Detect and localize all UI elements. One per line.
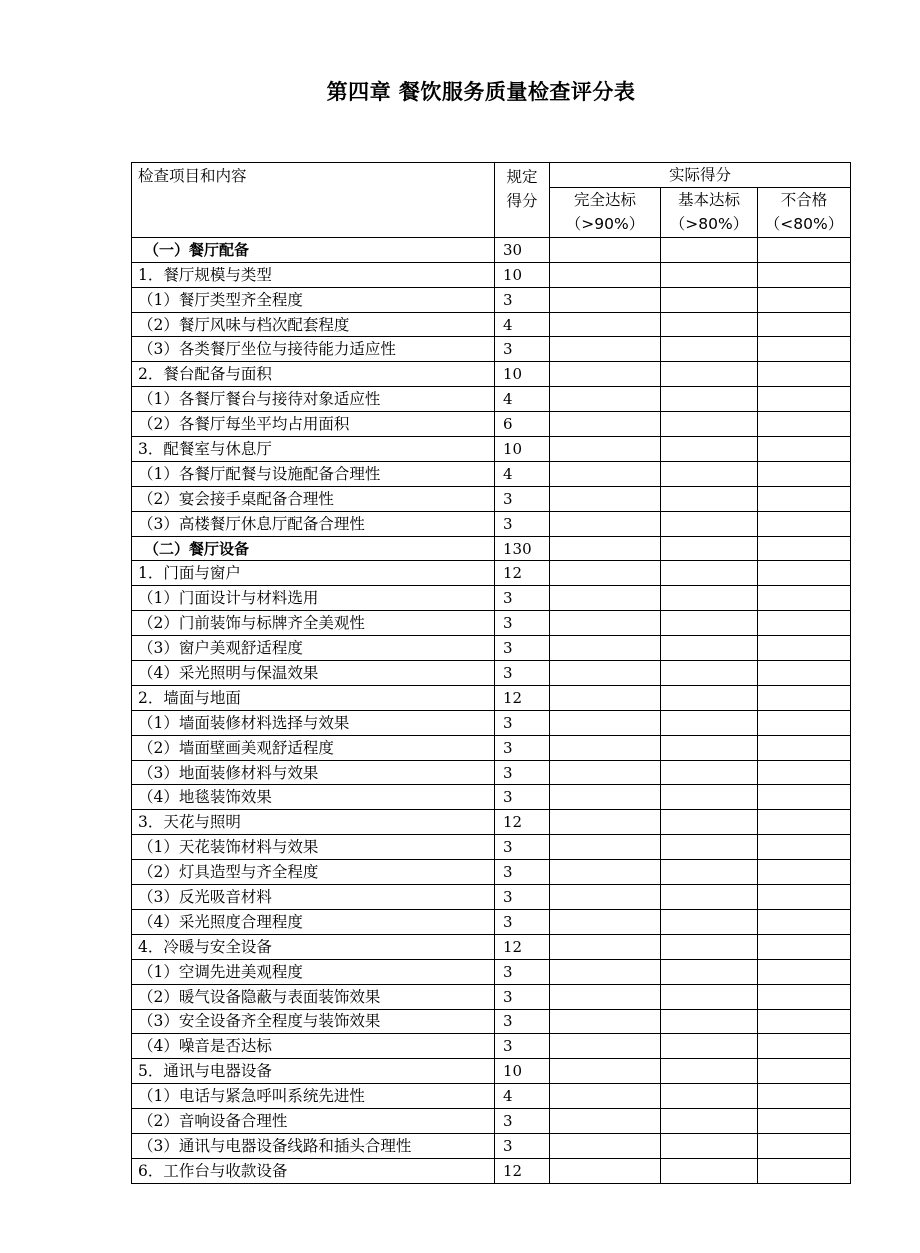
- row-actual-full: [550, 611, 661, 636]
- row-actual-basic: [661, 362, 758, 387]
- row-item: （2）宴会接手桌配备合理性: [132, 486, 495, 511]
- row-actual-basic: [661, 909, 758, 934]
- row-actual-full: [550, 959, 661, 984]
- table-row: [132, 536, 851, 561]
- table-row: [132, 1084, 851, 1109]
- row-actual-fail: [758, 909, 851, 934]
- row-actual-fail: [758, 1109, 851, 1134]
- row-actual-basic: [661, 312, 758, 337]
- row-actual-full: [550, 1034, 661, 1059]
- row-item: （4）采光照明与保温效果: [132, 661, 495, 686]
- row-score: 4: [495, 461, 550, 486]
- row-actual-fail: [758, 1059, 851, 1084]
- header-item: 检查项目和内容: [132, 163, 495, 238]
- row-score: 10: [495, 362, 550, 387]
- row-actual-full: [550, 810, 661, 835]
- row-actual-full: [550, 237, 661, 262]
- row-score: 3: [495, 760, 550, 785]
- row-actual-basic: [661, 437, 758, 462]
- row-actual-full: [550, 362, 661, 387]
- row-actual-basic: [661, 536, 758, 561]
- row-item: （3）通讯与电器设备线路和插头合理性: [132, 1133, 495, 1158]
- row-actual-full: [550, 909, 661, 934]
- row-actual-basic: [661, 387, 758, 412]
- row-actual-full: [550, 437, 661, 462]
- row-actual-basic: [661, 412, 758, 437]
- row-actual-fail: [758, 337, 851, 362]
- row-score: 3: [495, 1009, 550, 1034]
- header-fail: [758, 187, 851, 237]
- row-actual-fail: [758, 536, 851, 561]
- header-full-name: 完全达标: [573, 190, 636, 209]
- row-actual-full: [550, 835, 661, 860]
- table-row: [132, 934, 851, 959]
- row-item: （1）空调先进美观程度: [132, 959, 495, 984]
- row-actual-full: [550, 1084, 661, 1109]
- row-score: 3: [495, 735, 550, 760]
- row-actual-basic: [661, 810, 758, 835]
- row-actual-basic: [661, 885, 758, 910]
- row-score: 3: [495, 511, 550, 536]
- header-score-line1: 规定: [506, 168, 538, 186]
- table-row: [132, 885, 851, 910]
- row-actual-full: [550, 536, 661, 561]
- row-actual-fail: [758, 984, 851, 1009]
- table-row: [132, 984, 851, 1009]
- row-item: （1）墙面装修材料选择与效果: [132, 710, 495, 735]
- row-actual-basic: [661, 511, 758, 536]
- row-actual-fail: [758, 835, 851, 860]
- row-actual-fail: [758, 959, 851, 984]
- row-actual-basic: [661, 586, 758, 611]
- row-item: （3）各类餐厅坐位与接待能力适应性: [132, 337, 495, 362]
- row-score: 12: [495, 561, 550, 586]
- row-actual-full: [550, 1158, 661, 1183]
- row-score: 12: [495, 934, 550, 959]
- table-row: [132, 1059, 851, 1084]
- row-item: （二）餐厅设备: [132, 536, 495, 561]
- row-actual-basic: [661, 1084, 758, 1109]
- table-row: [132, 959, 851, 984]
- table-row: [132, 362, 851, 387]
- row-score: 3: [495, 835, 550, 860]
- row-actual-fail: [758, 237, 851, 262]
- row-score: 10: [495, 437, 550, 462]
- row-actual-basic: [661, 461, 758, 486]
- row-score: 3: [495, 909, 550, 934]
- row-actual-basic: [661, 486, 758, 511]
- header-basic-name: 基本达标: [677, 190, 740, 209]
- table-row: [132, 685, 851, 710]
- row-actual-basic: [661, 785, 758, 810]
- header-full-range: （>90%）: [565, 214, 645, 233]
- row-item: 5．通讯与电器设备: [132, 1059, 495, 1084]
- row-actual-fail: [758, 312, 851, 337]
- score-table: [131, 162, 851, 1184]
- row-actual-basic: [661, 735, 758, 760]
- row-actual-full: [550, 984, 661, 1009]
- row-item: （3）地面装修材料与效果: [132, 760, 495, 785]
- header-fail-range: （<80%）: [764, 214, 844, 233]
- table-row: [132, 561, 851, 586]
- table-row: [132, 312, 851, 337]
- row-score: 10: [495, 262, 550, 287]
- table-row: [132, 860, 851, 885]
- row-actual-fail: [758, 885, 851, 910]
- row-actual-basic: [661, 1133, 758, 1158]
- row-actual-basic: [661, 561, 758, 586]
- table-row: [132, 636, 851, 661]
- row-score: 12: [495, 1158, 550, 1183]
- row-score: 3: [495, 661, 550, 686]
- row-actual-fail: [758, 785, 851, 810]
- row-actual-basic: [661, 1158, 758, 1183]
- row-actual-fail: [758, 461, 851, 486]
- row-actual-fail: [758, 387, 851, 412]
- row-actual-basic: [661, 287, 758, 312]
- row-actual-full: [550, 661, 661, 686]
- row-actual-fail: [758, 511, 851, 536]
- row-actual-fail: [758, 810, 851, 835]
- table-row: [132, 1009, 851, 1034]
- row-item: 1．门面与窗户: [132, 561, 495, 586]
- table-row: [132, 611, 851, 636]
- row-actual-full: [550, 735, 661, 760]
- row-score: 3: [495, 984, 550, 1009]
- header-score-line2: 得分: [506, 192, 538, 210]
- row-actual-fail: [758, 860, 851, 885]
- row-actual-fail: [758, 362, 851, 387]
- table-row: [132, 412, 851, 437]
- row-actual-full: [550, 710, 661, 735]
- header-score: [495, 163, 550, 238]
- row-actual-basic: [661, 710, 758, 735]
- row-actual-full: [550, 1059, 661, 1084]
- row-score: 3: [495, 1109, 550, 1134]
- row-item: （3）反光吸音材料: [132, 885, 495, 910]
- row-actual-full: [550, 785, 661, 810]
- row-score: 3: [495, 486, 550, 511]
- table-row: [132, 1133, 851, 1158]
- row-actual-full: [550, 1133, 661, 1158]
- row-actual-fail: [758, 760, 851, 785]
- table-row: [132, 287, 851, 312]
- row-actual-basic: [661, 760, 758, 785]
- row-actual-basic: [661, 636, 758, 661]
- row-actual-full: [550, 337, 661, 362]
- row-actual-fail: [758, 934, 851, 959]
- table-row: [132, 461, 851, 486]
- row-item: 2．墙面与地面: [132, 685, 495, 710]
- page-title: 第四章 餐饮服务质量检查评分表: [326, 80, 636, 104]
- row-actual-full: [550, 312, 661, 337]
- row-score: 6: [495, 412, 550, 437]
- row-actual-fail: [758, 710, 851, 735]
- row-actual-fail: [758, 1009, 851, 1034]
- row-actual-full: [550, 885, 661, 910]
- table-row: [132, 237, 851, 262]
- header-fail-name: 不合格: [780, 190, 828, 209]
- table-row: [132, 511, 851, 536]
- row-actual-basic: [661, 959, 758, 984]
- row-score: 10: [495, 1059, 550, 1084]
- row-actual-fail: [758, 611, 851, 636]
- row-item: 1．餐厅规模与类型: [132, 262, 495, 287]
- row-actual-fail: [758, 486, 851, 511]
- row-item: （2）餐厅风味与档次配套程度: [132, 312, 495, 337]
- row-item: 4．冷暖与安全设备: [132, 934, 495, 959]
- row-actual-fail: [758, 1084, 851, 1109]
- row-actual-basic: [661, 685, 758, 710]
- row-item: （1）门面设计与材料选用: [132, 586, 495, 611]
- table-row: [132, 835, 851, 860]
- header-basic: [661, 187, 758, 237]
- row-score: 3: [495, 337, 550, 362]
- row-actual-full: [550, 387, 661, 412]
- table-row: [132, 437, 851, 462]
- row-item: （2）灯具造型与齐全程度: [132, 860, 495, 885]
- row-item: （2）音响设备合理性: [132, 1109, 495, 1134]
- row-actual-full: [550, 860, 661, 885]
- row-actual-basic: [661, 237, 758, 262]
- row-item: （1）各餐厅配餐与设施配备合理性: [132, 461, 495, 486]
- table-row: [132, 337, 851, 362]
- row-score: 3: [495, 586, 550, 611]
- row-actual-full: [550, 287, 661, 312]
- table-row: [132, 1109, 851, 1134]
- row-score: 3: [495, 959, 550, 984]
- row-item: 3．天花与照明: [132, 810, 495, 835]
- row-actual-fail: [758, 1158, 851, 1183]
- table-row: [132, 710, 851, 735]
- row-item: 2．餐台配备与面积: [132, 362, 495, 387]
- header-basic-range: （>80%）: [669, 214, 749, 233]
- table-row: [132, 909, 851, 934]
- row-actual-basic: [661, 835, 758, 860]
- row-item: （1）各餐厅餐台与接待对象适应性: [132, 387, 495, 412]
- row-actual-fail: [758, 586, 851, 611]
- row-score: 30: [495, 237, 550, 262]
- row-actual-full: [550, 262, 661, 287]
- row-item: （一）餐厅配备: [132, 237, 495, 262]
- table-row: [132, 785, 851, 810]
- row-actual-full: [550, 461, 661, 486]
- row-item: （2）各餐厅每坐平均占用面积: [132, 412, 495, 437]
- row-score: 12: [495, 810, 550, 835]
- row-score: 3: [495, 636, 550, 661]
- row-item: （3）高楼餐厅休息厅配备合理性: [132, 511, 495, 536]
- row-item: （4）噪音是否达标: [132, 1034, 495, 1059]
- row-actual-fail: [758, 262, 851, 287]
- row-score: 3: [495, 785, 550, 810]
- row-actual-fail: [758, 287, 851, 312]
- row-actual-fail: [758, 636, 851, 661]
- table-row: [132, 1158, 851, 1183]
- row-actual-fail: [758, 661, 851, 686]
- row-item: 3．配餐室与休息厅: [132, 437, 495, 462]
- table-row: [132, 1034, 851, 1059]
- row-actual-basic: [661, 1034, 758, 1059]
- row-actual-fail: [758, 412, 851, 437]
- row-actual-full: [550, 511, 661, 536]
- row-item: （3）窗户美观舒适程度: [132, 636, 495, 661]
- row-score: 4: [495, 1084, 550, 1109]
- row-actual-full: [550, 1009, 661, 1034]
- table-row: [132, 586, 851, 611]
- row-score: 130: [495, 536, 550, 561]
- table-header: [132, 163, 851, 238]
- row-score: 3: [495, 611, 550, 636]
- table-row: [132, 262, 851, 287]
- row-actual-basic: [661, 1109, 758, 1134]
- row-actual-full: [550, 412, 661, 437]
- row-actual-full: [550, 760, 661, 785]
- row-actual-full: [550, 636, 661, 661]
- table-row: [132, 387, 851, 412]
- row-score: 3: [495, 1034, 550, 1059]
- table-row: [132, 735, 851, 760]
- row-item: （1）电话与紧急呼叫系统先进性: [132, 1084, 495, 1109]
- row-actual-fail: [758, 561, 851, 586]
- table-row: [132, 486, 851, 511]
- row-actual-full: [550, 586, 661, 611]
- row-item: （1）餐厅类型齐全程度: [132, 287, 495, 312]
- row-item: （2）暖气设备隐蔽与表面装饰效果: [132, 984, 495, 1009]
- row-actual-full: [550, 486, 661, 511]
- row-actual-basic: [661, 984, 758, 1009]
- row-score: 3: [495, 860, 550, 885]
- row-actual-fail: [758, 437, 851, 462]
- row-score: 4: [495, 312, 550, 337]
- row-actual-fail: [758, 1133, 851, 1158]
- table-row: [132, 661, 851, 686]
- table-row: [132, 760, 851, 785]
- row-actual-full: [550, 685, 661, 710]
- row-score: 3: [495, 1133, 550, 1158]
- row-actual-fail: [758, 1034, 851, 1059]
- row-actual-basic: [661, 1059, 758, 1084]
- row-item: （3）安全设备齐全程度与装饰效果: [132, 1009, 495, 1034]
- row-actual-full: [550, 561, 661, 586]
- row-actual-fail: [758, 685, 851, 710]
- row-actual-basic: [661, 661, 758, 686]
- row-score: 3: [495, 710, 550, 735]
- header-full: [550, 187, 661, 237]
- row-item: （4）采光照度合理程度: [132, 909, 495, 934]
- row-actual-fail: [758, 735, 851, 760]
- row-score: 3: [495, 287, 550, 312]
- row-actual-basic: [661, 860, 758, 885]
- row-actual-basic: [661, 337, 758, 362]
- header-actual: 实际得分: [550, 163, 851, 188]
- row-actual-basic: [661, 262, 758, 287]
- table-body: [132, 237, 851, 1183]
- row-item: （4）地毯装饰效果: [132, 785, 495, 810]
- row-item: 6．工作台与收款设备: [132, 1158, 495, 1183]
- row-item: （2）门前装饰与标牌齐全美观性: [132, 611, 495, 636]
- table-row: [132, 810, 851, 835]
- row-score: 12: [495, 685, 550, 710]
- row-item: （2）墙面壁画美观舒适程度: [132, 735, 495, 760]
- row-actual-basic: [661, 611, 758, 636]
- row-actual-full: [550, 1109, 661, 1134]
- row-score: 3: [495, 885, 550, 910]
- row-actual-basic: [661, 1009, 758, 1034]
- row-actual-full: [550, 934, 661, 959]
- row-actual-basic: [661, 934, 758, 959]
- row-score: 4: [495, 387, 550, 412]
- row-item: （1）天花装饰材料与效果: [132, 835, 495, 860]
